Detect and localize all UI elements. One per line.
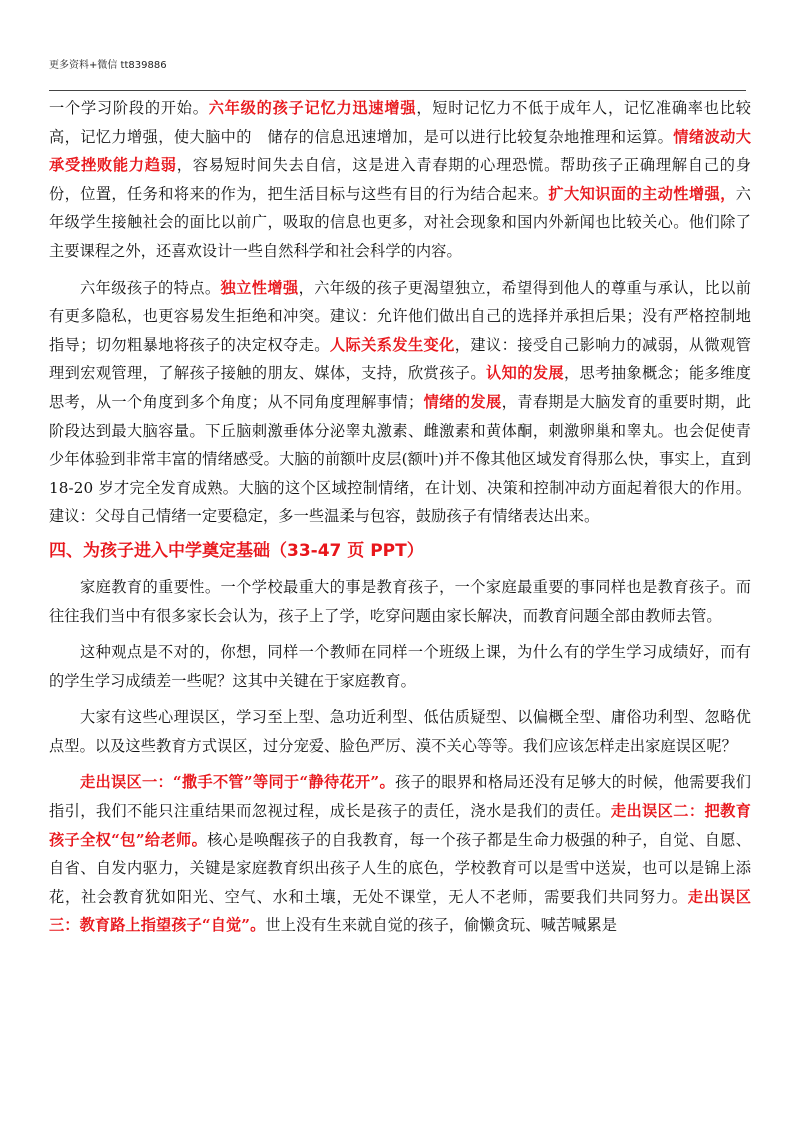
paragraph-family-education: 家庭教育的重要性。一个学校最重大的事是教育孩子，一个家庭最重要的事同样也是教育孩子。而往往我们当中有很多家长会认为，孩子上了学，吃穿问题由家长解决，而教育问题全部由教师去管。	[49, 577, 751, 625]
paragraph-grade6-overview	[49, 94, 751, 266]
page-header: 更多资料+微信 tt839886	[49, 60, 167, 71]
highlight-memory: 六年级的孩子记忆力迅速增强	[208, 99, 417, 117]
document-body	[49, 94, 751, 940]
highlight-myth-one: 走出误区一：“撒手不管”等同于“静待花开”。	[80, 773, 395, 792]
header-divider	[49, 90, 746, 91]
text-span: ，青春期是大脑发育的重要时期，此阶段达到最大脑容量。下丘脑刺激垂体分泌睾丸激素、雌激素和黄体酮，刺激卵巢和睾丸。也会促使青少年体验到非常丰富的情绪感受。大脑的前额叶皮层(额叶)并不像其他区域发育得那么快，事实上，直到 18-20 岁才完全发育成熟。大脑的这个区域控制情绪，在计划、决策和控制冲动方面起着很大的作用。建议：父母自己情绪一定要稳定，多一些温柔与包容，鼓励孩子有情绪表达出来。	[49, 392, 751, 526]
text-span: ，思考抽象概念；能多维度思考，从一个角度到多个角度；从不同角度理解事情；	[49, 364, 752, 411]
highlight-emotion: 情绪波动大承受挫败能力趋弱	[49, 127, 752, 175]
paragraph-myths	[49, 768, 751, 940]
highlight-independence: 独立性增强	[220, 278, 299, 297]
text-span: ，容易短时间失去自信，这是进入青春期的心理恐慌。帮助孩子正确理解自己的身份，位置，任务和将来的作为，把生活目标与这些有目的行为结合起来。	[49, 156, 751, 203]
highlight-emotional-development: 情绪的发展	[423, 392, 502, 411]
highlight-knowledge: 扩大知识面的主动性增强，	[548, 184, 736, 203]
section-heading: 四、为孩子进入中学奠定基础（33-47 页 PPT）	[49, 540, 424, 561]
paragraph-grade6-traits	[49, 274, 751, 531]
highlight-cognition: 认知的发展	[486, 364, 565, 383]
text-span: 一个学习阶段的开始。	[49, 99, 209, 117]
highlight-myth-two: 走出误区二：把教育孩子全权“包”给老师。	[49, 802, 751, 849]
paragraph-viewpoint: 这种观点是不对的，你想，同样一个教师在同样一个班级上课，为什么有的学生学习成绩好，而有的学生学习成绩差一些呢？这其中关键在于家庭教育。	[49, 643, 751, 690]
highlight-myth-three: 走出误区三：教育路上指望孩子“自觉”。	[49, 887, 751, 935]
text-span: 孩子的眼界和格局还没有足够大的时候，他需要我们指引，我们不能只注重结果而忽视过程，成长是孩子的责任，浇水是我们的责任。	[49, 773, 751, 821]
paragraph-misconceptions: 大家有这些心理误区，学习至上型、急功近利型、低估质疑型、以偏概全型、庸俗功利型、忽略优点型。以及这些教育方式误区，过分宠爱、脸色严厉、漠不关心等等。我们应该怎样走出家庭误区呢？	[49, 708, 751, 755]
text-span: 核心是唤醒孩子的自我教育，每一个孩子都是生命力极强的种子，自觉、自愿、自省、自发内驱力，关键是家庭教育织出孩子人生的底色，学校教育可以是雪中送炭，也可以是锦上添花，社会教育犹如阳光、空气、水和土壤，无处不课堂，无人不老师，需要我们共同努力。	[49, 830, 752, 906]
text-span: ，建议：接受自己影响力的减弱，从微观管理到宏观管理，了解孩子接触的朋友、媒体，支持，欣赏孩子。	[49, 335, 751, 383]
text-span: ，六年级的孩子更渴望独立，希望得到他人的尊重与承认，比以前有更多隐私，也更容易发生拒绝和冲突。建议：允许他们做出自己的选择并承担后果；没有严格控制地指导；切勿粗暴地将孩子的决定权夺走。	[49, 278, 751, 354]
highlight-relationships: 人际关系发生变化	[329, 335, 455, 354]
text-span: ，短时记忆力不低于成年人，记忆准确率也比较高，记忆力增强，使大脑中的 储存的信息迅速增加，是可以进行比较复杂地推理和运算。	[49, 99, 751, 146]
text-span: 世上没有生来就自觉的孩子，偷懒贪玩、喊苦喊累是	[265, 916, 618, 935]
text-span: 六年级学生接触社会的面比以前广，吸取的信息也更多，对社会现象和国内外新闻也比较关心。他们除了主要课程之外，还喜欢设计一些自然科学和社会科学的内容。	[49, 184, 751, 260]
text-span: 六年级孩子的特点。	[80, 278, 221, 297]
